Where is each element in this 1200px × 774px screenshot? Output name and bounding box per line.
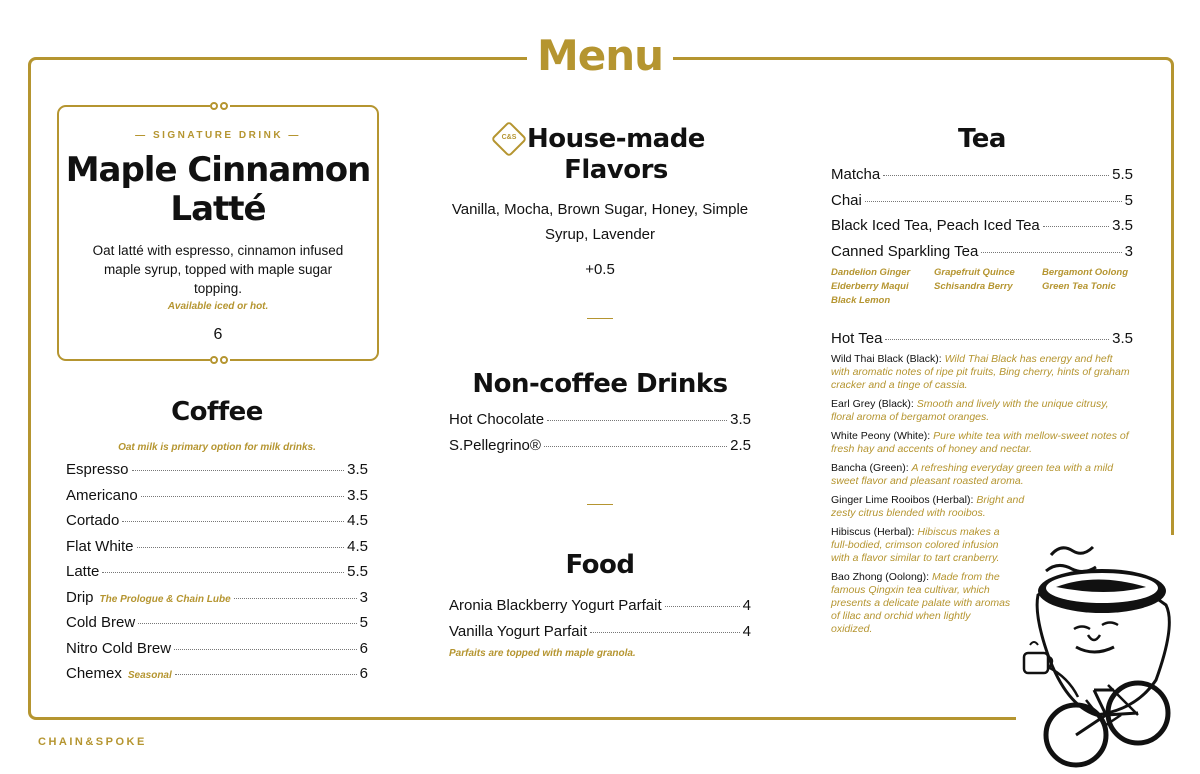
sparkling-flavor: Black Lemon [831,295,891,306]
cup-cyclist-mascot-icon [1016,535,1184,774]
flavors-heading: House-made Flavors [527,124,705,185]
menu-item: Hot Tea 3.5 [831,330,1133,347]
menu-item: Latte 5.5 [66,563,368,580]
flavors-heading-block [496,124,706,186]
signature-drink-card [57,105,379,361]
ornament-icon [210,355,230,365]
divider [587,318,613,319]
signature-note: Available iced or hot. [167,301,269,312]
tea-description: Wild Thai Black (Black): Wild Thai Black has energy and heft with aromatic notes of ripe pit fruits, Bing cherry, hints of graham cracker and a tinge of cassia. [831,353,1130,391]
sparkling-flavor: Elderberry Maqui [831,281,909,292]
food-heading: Food [565,550,635,580]
menu-item: Chemex Seasonal 6 [66,665,368,682]
menu-item: Black Iced Tea, Peach Iced Tea 3.5 [831,217,1133,234]
flavors-list: Vanilla, Mocha, Brown Sugar, Honey, Simple Syrup, Lavender [451,201,749,243]
menu-item: Drip The Prologue & Chain Lube 3 [66,588,368,606]
menu-item: Aronia Blackberry Yogurt Parfait 4 [449,597,751,614]
tea-description: Earl Grey (Black): Smooth and lively with the unique citrusy, floral aroma of bergamot oranges. [831,398,1109,423]
menu-item: Americano 3.5 [66,486,368,504]
tea-description: Ginger Lime Rooibos (Herbal): Bright and zesty citrus blended with rooibos. [831,494,1025,519]
tea-description: Bancha (Green): A refreshing everyday green tea with a mild sweet flavor and pleasant roasted aroma. [831,462,1114,487]
menu-item: Flat White 4.5 [66,537,368,555]
noncoffee-list [449,411,751,462]
signature-price: 6 [213,326,223,343]
divider [587,504,613,505]
menu-item: Matcha 5.5 [831,166,1133,183]
menu-item: Cold Brew 5 [66,614,368,631]
cs-logo-text: C&S [501,134,517,141]
signature-name: Maple Cinnamon Latté [65,150,371,229]
sparkling-flavor: Bergamont Oolong [1042,267,1129,278]
menu-item: Cortado 4.5 [66,512,368,529]
tea-heading: Tea [958,124,1006,154]
sparkling-flavor: Grapefruit Quince [934,267,1015,278]
coffee-list [66,461,368,691]
menu-item: Canned Sparkling Tea 3 [831,242,1133,260]
menu-item: Hot Chocolate 3.5 [449,411,751,428]
food-list [449,597,751,659]
food-note: Parfaits are topped with maple granola. [449,648,636,659]
tea-description: White Peony (White): Pure white tea with mellow-sweet notes of fresh hay and accents of honey and nectar. [831,430,1129,455]
tea-description: Hibiscus (Herbal): Hibiscus makes a full-bodied, crimson colored infusion with a flavor similar to tart cranberry. [831,526,1000,564]
sparkling-flavor-grid [831,267,1133,306]
signature-label: — SIGNATURE DRINK — [135,130,301,141]
menu-item: Vanilla Yogurt Parfait 4 [449,622,751,640]
menu-item: Chai 5 [831,191,1133,209]
sparkling-flavor: Green Tea Tonic [1042,281,1116,292]
menu-item: Espresso 3.5 [66,461,368,478]
tea-list [831,166,1133,306]
noncoffee-heading: Non-coffee Drinks [472,369,728,399]
sparkling-flavor: Schisandra Berry [934,281,1013,292]
brand-wordmark: CHAIN&SPOKE [38,736,147,748]
coffee-heading: Coffee [171,397,263,427]
flavors-price: +0.5 [585,261,615,278]
menu-item: S.Pellegrino® 2.5 [449,436,751,454]
tea-description: Bao Zhong (Oolong): Made from the famous Qingxin tea cultivar, which presents a delicate palate with aromas of lilac and orchid when lightly oxidized. [831,571,1011,635]
menu-item: Nitro Cold Brew 6 [66,639,368,657]
ornament-icon [210,101,230,111]
page-title: Menu [527,30,673,82]
signature-description: Oat latté with espresso, cinnamon infused maple syrup, topped with maple sugar topping. [92,243,344,296]
coffee-note: Oat milk is primary option for milk drinks. [118,442,316,453]
sparkling-flavor: Dandelion Ginger [831,267,911,278]
